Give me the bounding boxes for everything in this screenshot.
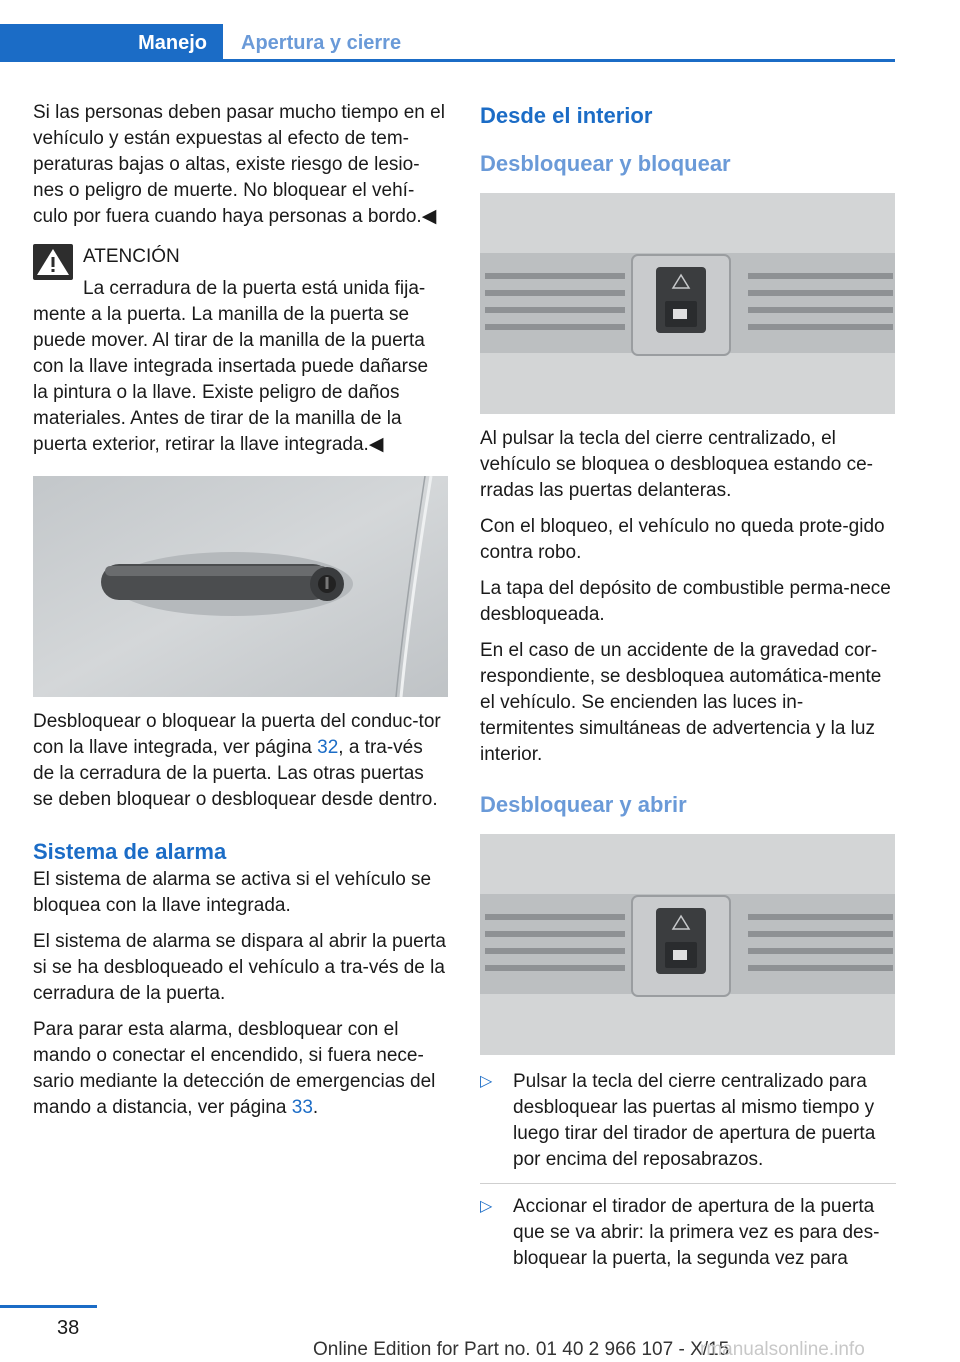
alarm-paragraph-2: El sistema de alarma se dispara al abrir la puerta si se ha desbloqueado el vehículo a tra‐vés de la cerradura de la puerta. <box>33 931 446 1004</box>
edition-text: Online Edition for Part no. 01 40 2 966 107 - X/15 <box>313 1339 730 1360</box>
theft-paragraph: Con el bloqueo, el vehículo no queda prote‐gido contra robo. <box>480 516 885 563</box>
right-column <box>480 100 896 1282</box>
left-column <box>33 100 448 1131</box>
watermark-text: rmanualsonline.info <box>700 1339 865 1360</box>
section-tab[interactable]: Manejo <box>0 24 223 62</box>
unlock-open-heading: Desbloquear y abrir <box>480 792 687 817</box>
central-lock-button-image-1 <box>480 193 895 414</box>
alarm-paragraph-3: Para parar esta alarma, desbloquear con el mando o conectar el encendido, si fuera nece‐sario mediante la detección de emergencias del mando a distancia, ver página 33. <box>33 1019 436 1118</box>
interior-heading: Desde el interior <box>480 103 653 128</box>
page-footer <box>0 1305 960 1362</box>
list-item: ▷ Pulsar la tecla del cierre centralizado para desbloquear las puertas al mismo tiempo y luego tirar del tirador de apertura de puerta por encima del reposabrazos. <box>480 1069 896 1184</box>
page-link-33[interactable]: 33 <box>291 1097 313 1118</box>
header-rule <box>223 59 895 62</box>
door-handle-image <box>33 476 448 697</box>
triangle-bullet-icon: ▷ <box>480 1198 493 1215</box>
warning-body: La cerradura de la puerta está unida fija‐mente a la puerta. La manilla de la puerta se puede mover. Al tirar de la manilla de la puerta con la llave integrada insertada puede dañarse la pintura o la llave. Existe peligro de daños materiales. Antes de tirar de la manilla de la puerta exterior, retirar la llave integrada.◀ <box>33 278 429 455</box>
accident-paragraph: En el caso de un accidente de la gravedad cor‐respondiente, se desbloquea automática‐mente el vehículo. Se encienden las luces in‐termitentes simultáneas de advertencia y la luz interior. <box>480 640 882 765</box>
warning-block <box>33 244 448 458</box>
steps-list <box>480 1069 896 1272</box>
page-link-32[interactable]: 32 <box>317 737 339 758</box>
door-lock-paragraph: Desbloquear o bloquear la puerta del conduc‐tor con la llave integrada, ver página 32, a tra‐vés de la cerradura de la puerta. Las otras puertas se deben bloquear o desbloquear desde dentro. <box>33 711 441 810</box>
central-lock-paragraph: Al pulsar la tecla del cierre centralizado, el vehículo se bloquea o desbloquea estando ce‐rradas las puertas delanteras. <box>480 428 873 501</box>
alarm-paragraph-1: El sistema de alarma se activa si el vehículo se bloquea con la llave integrada. <box>33 869 432 916</box>
unlock-lock-heading: Desbloquear y bloquear <box>480 151 731 176</box>
list-item: ▷ Accionar el tirador de apertura de la puerta que se va abrir: la primera vez es para des‐bloquear la puerta, la segunda vez para <box>480 1196 880 1269</box>
alarm-heading: Sistema de alarma <box>33 839 227 864</box>
subsection-tab[interactable]: Apertura y cierre <box>241 32 402 54</box>
page-header <box>0 24 895 62</box>
bullet-divider <box>480 1183 896 1184</box>
triangle-bullet-icon: ▷ <box>480 1073 493 1090</box>
fuel-cap-paragraph: La tapa del depósito de combustible perma‐nece desbloqueada. <box>480 578 891 625</box>
central-lock-button-image-2 <box>480 834 895 1055</box>
warning-title: ATENCIÓN <box>83 246 180 267</box>
page-number: 38 <box>57 1317 80 1339</box>
page-number-rule <box>0 1305 97 1308</box>
warning-triangle-icon <box>33 244 73 280</box>
intro-paragraph: Si las personas deben pasar mucho tiempo en el vehículo y están expuestas al efecto de tem‐peraturas bajas o altas, existe riesgo de lesio‐nes o peligro de muerte. No bloquear el vehí‐culo por fuera cuando haya personas a bordo.◀ <box>33 102 445 227</box>
